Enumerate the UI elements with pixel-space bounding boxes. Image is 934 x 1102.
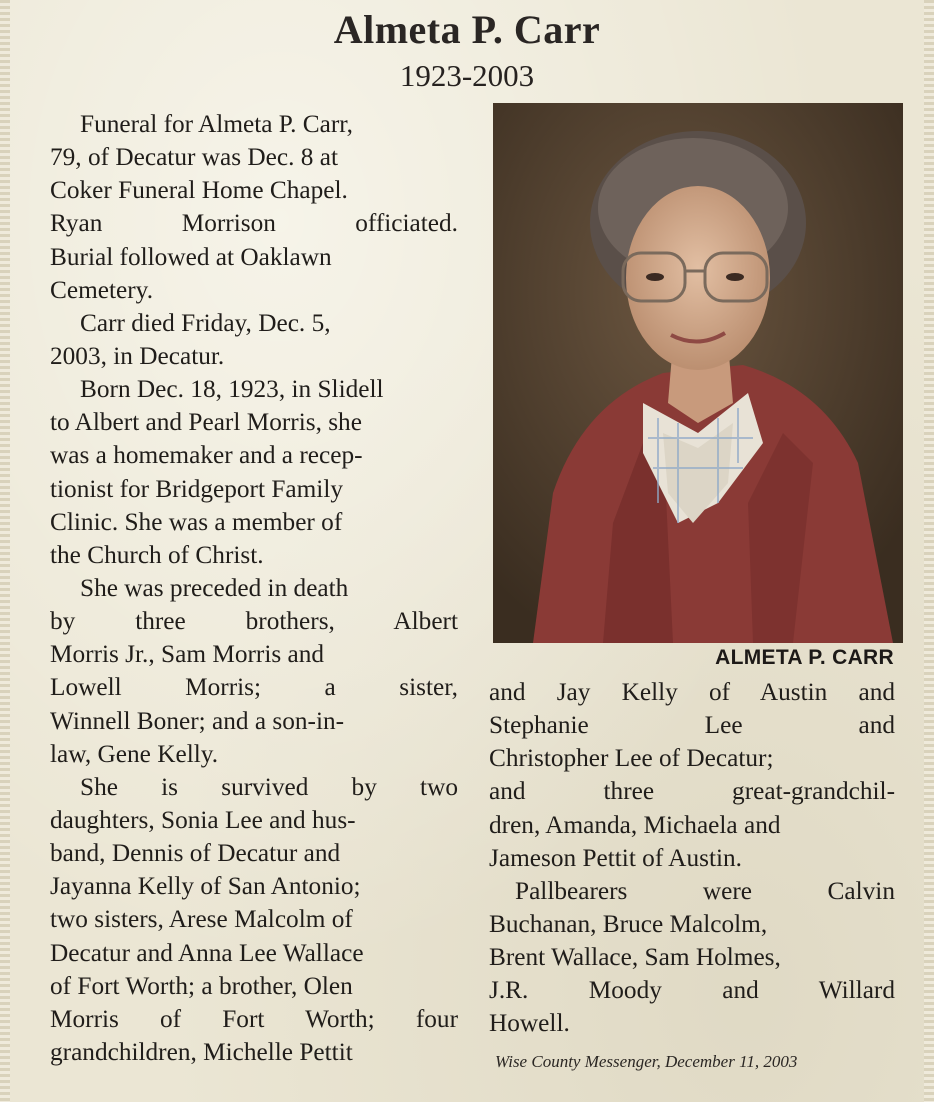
text-line: Ryan Morrison officiated. (50, 209, 458, 238)
text-line: tionist for Bridgeport Family (50, 474, 344, 503)
text-line: Lowell Morris; a sister, (50, 673, 458, 702)
text-line: Stephanie Lee and (489, 711, 895, 740)
text-line: Clinic. She was a member of (50, 507, 343, 536)
text-line: by three brothers, Albert (50, 607, 458, 636)
text-line: Morris Jr., Sam Morris and (50, 640, 325, 669)
text-line: Burial followed at Oaklawn (50, 242, 332, 271)
torn-edge-left (0, 0, 10, 1102)
text-line: Winnell Boner; and a son-in- (50, 706, 345, 735)
text-line: of Fort Worth; a brother, Olen (50, 971, 353, 1000)
text-line: Carr died Friday, Dec. 5, (80, 308, 331, 337)
text-line: daughters, Sonia Lee and hus- (50, 805, 356, 834)
torn-edge-right (924, 0, 934, 1102)
text-line: Decatur and Anna Lee Wallace (50, 938, 364, 967)
portrait-photo (493, 103, 903, 643)
text-line: and Jay Kelly of Austin and (489, 678, 895, 706)
obituary-title: Almeta P. Carr (333, 7, 601, 52)
text-line: Born Dec. 18, 1923, in Slidell (80, 375, 384, 404)
text-line: 79, of Decatur was Dec. 8 at (50, 143, 338, 172)
text-line: Pallbearers were Calvin (515, 876, 895, 905)
obituary-years: 1923-2003 (399, 58, 535, 93)
photo-caption: ALMETA P. CARR (715, 646, 894, 669)
text-line: Howell. (489, 1009, 570, 1038)
text-line: band, Dennis of Decatur and (50, 839, 341, 868)
text-line: Jayanna Kelly of San Antonio; (50, 872, 361, 901)
text-line: was a homemaker and a recep- (50, 441, 363, 470)
text-line: 2003, in Decatur. (50, 341, 225, 370)
article-column-right (489, 676, 895, 1041)
text-line: Buchanan, Bruce Malcolm, (489, 909, 768, 938)
text-line: dren, Amanda, Michaela and (489, 810, 781, 839)
text-line: to Albert and Pearl Morris, she (50, 408, 362, 437)
text-line: Brent Wallace, Sam Holmes, (489, 943, 781, 972)
text-line: Christopher Lee of Decatur; (489, 744, 774, 773)
article-column-left (50, 108, 458, 1069)
source-credit: Wise County Messenger, December 11, 2003 (495, 1052, 798, 1071)
text-line: two sisters, Arese Malcolm of (50, 905, 353, 934)
text-line: Coker Funeral Home Chapel. (50, 176, 348, 205)
text-line: law, Gene Kelly. (50, 739, 219, 768)
text-line: She was preceded in death (80, 573, 349, 602)
text-line: She is survived by two (80, 772, 458, 801)
text-line: Jameson Pettit of Austin. (489, 843, 742, 872)
portrait-illustration (493, 103, 903, 643)
text-line: Cemetery. (50, 275, 154, 304)
text-line: Morris of Fort Worth; four (50, 1004, 458, 1033)
text-line: grandchildren, Michelle Pettit (50, 1037, 353, 1066)
text-line: J.R. Moody and Willard (489, 976, 895, 1005)
text-line: and three great-grandchil- (489, 777, 895, 806)
text-line: Funeral for Almeta P. Carr, (80, 110, 353, 138)
text-line: the Church of Christ. (50, 540, 264, 569)
